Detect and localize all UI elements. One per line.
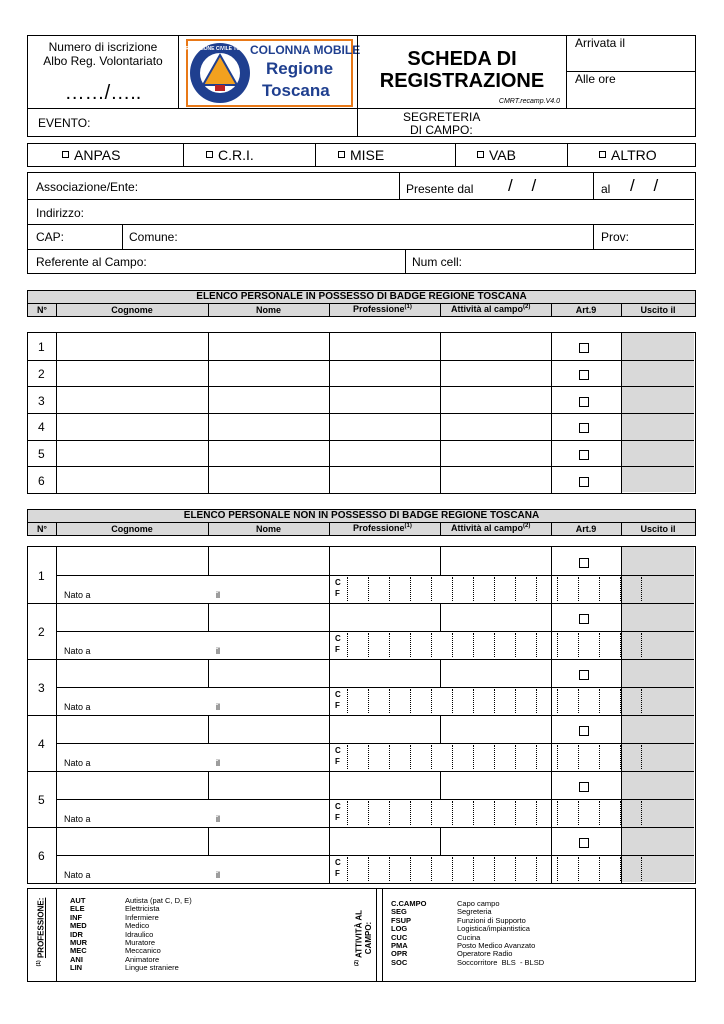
logo-regione: Regione	[266, 59, 334, 78]
org-label-anpas: ANPAS	[74, 147, 121, 163]
table2-title: ELENCO PERSONALE NON IN POSSESSO DI BADGE REGIONE TOSCANA	[27, 509, 696, 523]
nato-a-label[interactable]: Nato a	[64, 646, 91, 656]
association-info-box	[27, 172, 696, 274]
iscrizione-label-1: Numero di iscrizione	[48, 40, 158, 54]
prov-label[interactable]: Prov:	[601, 230, 630, 244]
col-art9: Art.9	[575, 524, 597, 534]
art9-checkbox[interactable]	[579, 558, 589, 568]
col-num: N°	[36, 305, 48, 315]
col-cognome: Cognome	[111, 524, 153, 534]
il-label[interactable]: il	[216, 702, 220, 712]
title-box	[357, 35, 567, 109]
table2-body	[27, 546, 696, 884]
org-checkbox-anpas[interactable]	[62, 151, 69, 158]
art9-checkbox[interactable]	[579, 423, 589, 433]
cf-c-label: C	[335, 858, 341, 867]
arrivata-label: Arrivata il	[575, 36, 626, 50]
title-line-2: REGISTRAZIONE	[379, 70, 545, 92]
cf-c-label: C	[335, 578, 341, 587]
table1-column-header	[27, 303, 696, 317]
org-label-mise: MISE	[350, 147, 385, 163]
table2-row-number: 5	[38, 793, 45, 807]
iscrizione-label-2: Albo Reg. Volontariato	[43, 54, 163, 68]
il-label[interactable]: il	[216, 646, 220, 656]
nato-a-label[interactable]: Nato a	[64, 814, 91, 824]
il-label[interactable]: il	[216, 814, 220, 824]
associazione-label[interactable]: Associazione/Ente:	[36, 180, 139, 194]
segreteria-label-1: SEGRETERIA	[403, 110, 481, 124]
alle-ore-label: Alle ore	[575, 72, 616, 86]
cf-f-label: F	[335, 645, 340, 654]
cf-c-label: C	[335, 746, 341, 755]
header-iscrizione-box	[27, 35, 179, 109]
art9-checkbox[interactable]	[579, 370, 589, 380]
art9-checkbox[interactable]	[579, 397, 589, 407]
evento-box[interactable]	[27, 108, 358, 137]
art9-checkbox[interactable]	[579, 782, 589, 792]
nato-a-label[interactable]: Nato a	[64, 870, 91, 880]
cf-c-label: C	[335, 802, 341, 811]
arrivata-box[interactable]	[566, 35, 696, 72]
attivita-legend-label: $^{(2)}$ ATTIVITÀ AL CAMPO:	[354, 909, 373, 967]
segreteria-box[interactable]	[357, 108, 696, 137]
table1-body	[27, 332, 696, 494]
art9-checkbox[interactable]	[579, 614, 589, 624]
org-checkbox-cri[interactable]	[206, 151, 213, 158]
cf-f-label: F	[335, 869, 340, 878]
art9-checkbox[interactable]	[579, 670, 589, 680]
al-label[interactable]: al	[601, 182, 611, 196]
logo-colonna-mobile: COLONNA MOBILE	[250, 43, 361, 57]
attivita-descriptions: Capo campo Segreteria Funzioni di Supporto Logistica/impiantistica Cucina Posto Medico Avanzato Operatore Radio Soccorritore BLS - BLSD	[457, 899, 545, 967]
nato-a-label[interactable]: Nato a	[64, 758, 91, 768]
col-nome: Nome	[255, 305, 281, 315]
org-label-cri: C.R.I.	[218, 147, 254, 163]
table1-row-number: 1	[38, 340, 45, 354]
org-checkbox-mise[interactable]	[338, 151, 345, 158]
evento-label: EVENTO:	[38, 116, 91, 130]
segreteria-label-2: DI CAMPO:	[410, 123, 473, 137]
col-professione: Professione$^{(1)}$	[353, 523, 412, 533]
art9-checkbox[interactable]	[579, 726, 589, 736]
alle-ore-box[interactable]	[566, 71, 696, 109]
logo-toscana: Toscana	[262, 81, 330, 100]
presente-dal-slashes: / /	[508, 176, 537, 195]
nato-a-label[interactable]: Nato a	[64, 702, 91, 712]
art9-checkbox[interactable]	[579, 450, 589, 460]
col-uscito: Uscito il	[640, 305, 676, 315]
il-label[interactable]: il	[216, 590, 220, 600]
col-cognome: Cognome	[111, 305, 153, 315]
cf-f-label: F	[335, 813, 340, 822]
num-cell-label[interactable]: Num cell:	[412, 255, 463, 269]
professione-legend-label: $^{(1)}$ PROFESSIONE:	[36, 897, 46, 967]
col-num: N°	[36, 524, 48, 534]
attivita-codes: C.CAMPO SEG FSUP LOG CUC PMA OPR SOC	[391, 899, 427, 967]
svg-text:PROTEZIONE CIVILE TOSCANA: PROTEZIONE CIVILE TOSCANA	[181, 46, 259, 52]
nato-a-label[interactable]: Nato a	[64, 590, 91, 600]
table1-row-number: 5	[38, 447, 45, 461]
table1-row-number: 4	[38, 420, 45, 434]
col-nome: Nome	[255, 524, 281, 534]
comune-label[interactable]: Comune:	[129, 230, 178, 244]
col-professione: Professione$^{(1)}$	[353, 304, 412, 314]
table2-row-number: 4	[38, 737, 45, 751]
table1-row-number: 6	[38, 474, 45, 488]
org-label-altro: ALTRO	[611, 147, 657, 163]
presente-dal-label[interactable]: Presente dal	[406, 182, 474, 196]
col-attivita: Attività al campo$^{(2)}$	[451, 304, 531, 314]
legend-box	[27, 888, 696, 982]
org-label-vab: VAB	[489, 147, 516, 163]
art9-checkbox[interactable]	[579, 477, 589, 487]
table2-row-number: 2	[38, 625, 45, 639]
table1-row-number: 3	[38, 394, 45, 408]
table1-row-number: 2	[38, 367, 45, 381]
title-line-1: SCHEDA DI	[407, 48, 517, 70]
professione-codes: AUT ELE INF MED IDR MUR MEC ANI LIN	[70, 896, 88, 973]
table2-row-number: 3	[38, 681, 45, 695]
il-label[interactable]: il	[216, 870, 220, 880]
al-slashes: / /	[630, 176, 659, 195]
protezione-civile-emblem-icon	[181, 41, 259, 105]
referente-label[interactable]: Referente al Campo:	[36, 255, 147, 269]
col-art9: Art.9	[575, 305, 597, 315]
art9-checkbox[interactable]	[579, 343, 589, 353]
professione-descriptions: Autista (pat C, D, E) Elettricista Infermiere Medico Idraulico Muratore Meccanico Animatore Lingue straniere	[125, 896, 192, 973]
table2-column-header	[27, 522, 696, 536]
il-label[interactable]: il	[216, 758, 220, 768]
col-uscito: Uscito il	[640, 524, 676, 534]
cap-label[interactable]: CAP:	[36, 230, 65, 244]
iscrizione-blank: ……/…..	[64, 82, 142, 104]
table1-title: ELENCO PERSONALE IN POSSESSO DI BADGE REGIONE TOSCANA	[27, 290, 696, 304]
col-attivita: Attività al campo$^{(2)}$	[451, 523, 531, 533]
org-checkbox-vab[interactable]	[477, 151, 484, 158]
org-checkbox-altro[interactable]	[599, 151, 606, 158]
cf-f-label: F	[335, 757, 340, 766]
table2-row-number: 6	[38, 849, 45, 863]
organizations-row	[27, 143, 696, 167]
cf-f-label: F	[335, 701, 340, 710]
cf-f-label: F	[335, 589, 340, 598]
logo-box	[178, 35, 361, 109]
indirizzo-label[interactable]: Indirizzo:	[36, 206, 85, 220]
version-label: CMRT.recamp.V4.0	[498, 98, 560, 105]
colonna-mobile-logo	[181, 39, 361, 107]
cf-c-label: C	[335, 690, 341, 699]
table2-row-number: 1	[38, 569, 45, 583]
cf-c-label: C	[335, 634, 341, 643]
art9-checkbox[interactable]	[579, 838, 589, 848]
